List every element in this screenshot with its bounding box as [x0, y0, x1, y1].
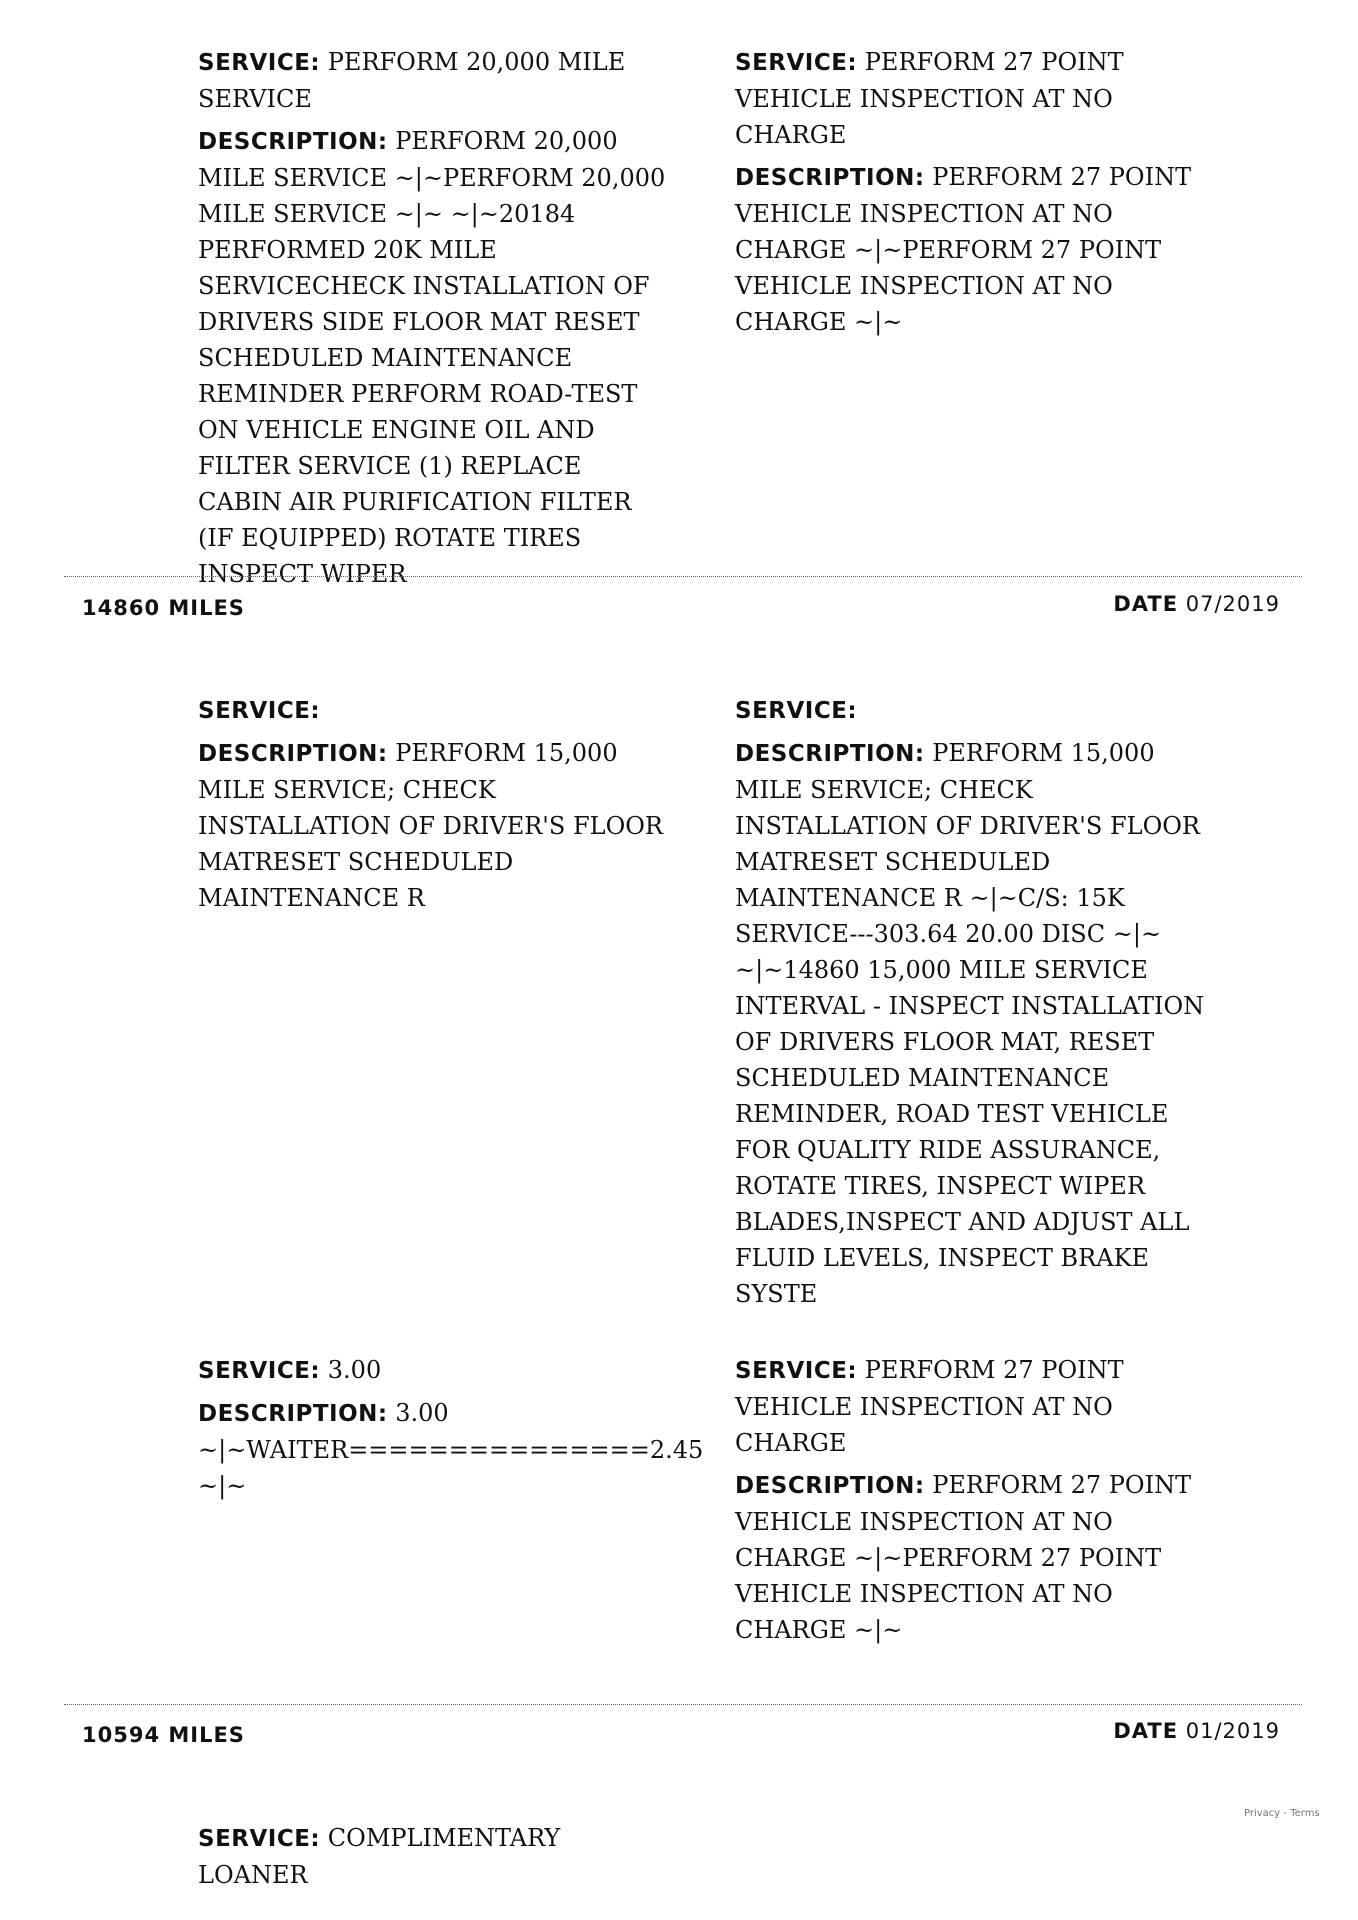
- record-date: [1113, 1719, 1280, 1743]
- description-line: [735, 735, 1205, 1312]
- service-line: [735, 1352, 1205, 1461]
- description-value: PERFORM 27 POINT VEHICLE INSPECTION AT NO CHARGE ~|~PERFORM 27 POINT VEHICLE INSPECTION AT NO CHARGE ~|~: [735, 163, 1192, 336]
- service-label: SERVICE:: [735, 1358, 858, 1384]
- service-line: [735, 692, 1205, 729]
- service-entry: [735, 44, 1205, 340]
- mileage: 10594 MILES: [82, 1723, 245, 1747]
- date-value: 01/2019: [1185, 1719, 1280, 1743]
- description-label: DESCRIPTION:: [735, 1473, 925, 1499]
- service-label: SERVICE:: [735, 50, 858, 76]
- separator: -: [1283, 1808, 1288, 1819]
- service-value: COMPLIMENTARY LOANER: [198, 1824, 561, 1889]
- description-line: [735, 1467, 1205, 1648]
- service-value: PERFORM 27 POINT VEHICLE INSPECTION AT NO CHARGE: [735, 1356, 1124, 1457]
- service-label: SERVICE:: [198, 1358, 321, 1384]
- terms-link[interactable]: Terms: [1290, 1808, 1320, 1819]
- record-divider: [64, 1704, 1302, 1705]
- service-entry: [735, 692, 1205, 1312]
- record-divider: [64, 576, 1302, 577]
- privacy-terms-links: [1244, 1808, 1320, 1819]
- mileage: 14860 MILES: [82, 596, 245, 620]
- service-entry: [735, 1352, 1205, 1648]
- service-value: PERFORM 27 POINT VEHICLE INSPECTION AT NO CHARGE: [735, 48, 1124, 149]
- service-line: [198, 44, 668, 117]
- service-entry: [198, 1820, 668, 1893]
- service-line: [198, 692, 668, 729]
- service-label: SERVICE:: [735, 698, 858, 724]
- description-line: [198, 1395, 704, 1504]
- service-entry: [198, 44, 668, 592]
- description-value: PERFORM 15,000 MILE SERVICE; CHECK INSTALLATION OF DRIVER'S FLOOR MATRESET SCHEDULED MAINTENANCE R ~|~C/S: 15K SERVICE---303.64 20.00 DISC ~|~ ~|~14860 15,000 MILE SERVICE INTERVAL - INSPECT INSTALLATION OF DRIVERS FLOOR MAT, RESET SCHEDULED MAINTENANCE REMINDER, ROAD TEST VEHICLE FOR QUALITY RIDE ASSURANCE, ROTATE TIRES, INSPECT WIPER BLADES,INSPECT AND ADJUST ALL FLUID LEVELS, INSPECT BRAKE SYSTE: [735, 739, 1205, 1308]
- service-entry: [198, 692, 668, 916]
- description-value: PERFORM 15,000 MILE SERVICE; CHECK INSTALLATION OF DRIVER'S FLOOR MATRESET SCHEDULED MAINTENANCE R: [198, 739, 663, 912]
- record-date: [1113, 592, 1280, 616]
- description-label: DESCRIPTION:: [735, 741, 925, 767]
- date-label: DATE: [1113, 592, 1179, 616]
- description-value: 3.00 ~|~WAITER===============2.45 ~|~: [198, 1399, 704, 1500]
- date-value: 07/2019: [1185, 592, 1280, 616]
- description-value: PERFORM 20,000 MILE SERVICE ~|~PERFORM 20,000 MILE SERVICE ~|~ ~|~20184 PERFORMED 20K MILE SERVICECHECK INSTALLATION OF DRIVERS SIDE FLOOR MAT RESET SCHEDULED MAINTENANCE REMINDER PERFORM ROAD-TEST ON VEHICLE ENGINE OIL AND FILTER SERVICE (1) REPLACE CABIN AIR PURIFICATION FILTER (IF EQUIPPED) ROTATE TIRES INSPECT WIPER: [198, 127, 666, 588]
- service-label: SERVICE:: [198, 1826, 321, 1852]
- date-label: DATE: [1113, 1719, 1179, 1743]
- service-label: SERVICE:: [198, 698, 321, 724]
- service-line: [735, 44, 1205, 153]
- service-entry: [198, 1352, 704, 1504]
- service-label: SERVICE:: [198, 50, 321, 76]
- description-line: [198, 123, 668, 592]
- privacy-link[interactable]: Privacy: [1244, 1808, 1281, 1819]
- service-line: [198, 1820, 668, 1893]
- description-line: [735, 159, 1205, 340]
- description-value: PERFORM 27 POINT VEHICLE INSPECTION AT NO CHARGE ~|~PERFORM 27 POINT VEHICLE INSPECTION AT NO CHARGE ~|~: [735, 1471, 1192, 1644]
- description-label: DESCRIPTION:: [198, 741, 388, 767]
- service-value: PERFORM 20,000 MILE SERVICE: [198, 48, 626, 113]
- description-line: [198, 735, 668, 916]
- description-label: DESCRIPTION:: [198, 1401, 388, 1427]
- description-label: DESCRIPTION:: [198, 129, 388, 155]
- service-line: [198, 1352, 668, 1389]
- service-value: 3.00: [327, 1356, 382, 1384]
- description-label: DESCRIPTION:: [735, 165, 925, 191]
